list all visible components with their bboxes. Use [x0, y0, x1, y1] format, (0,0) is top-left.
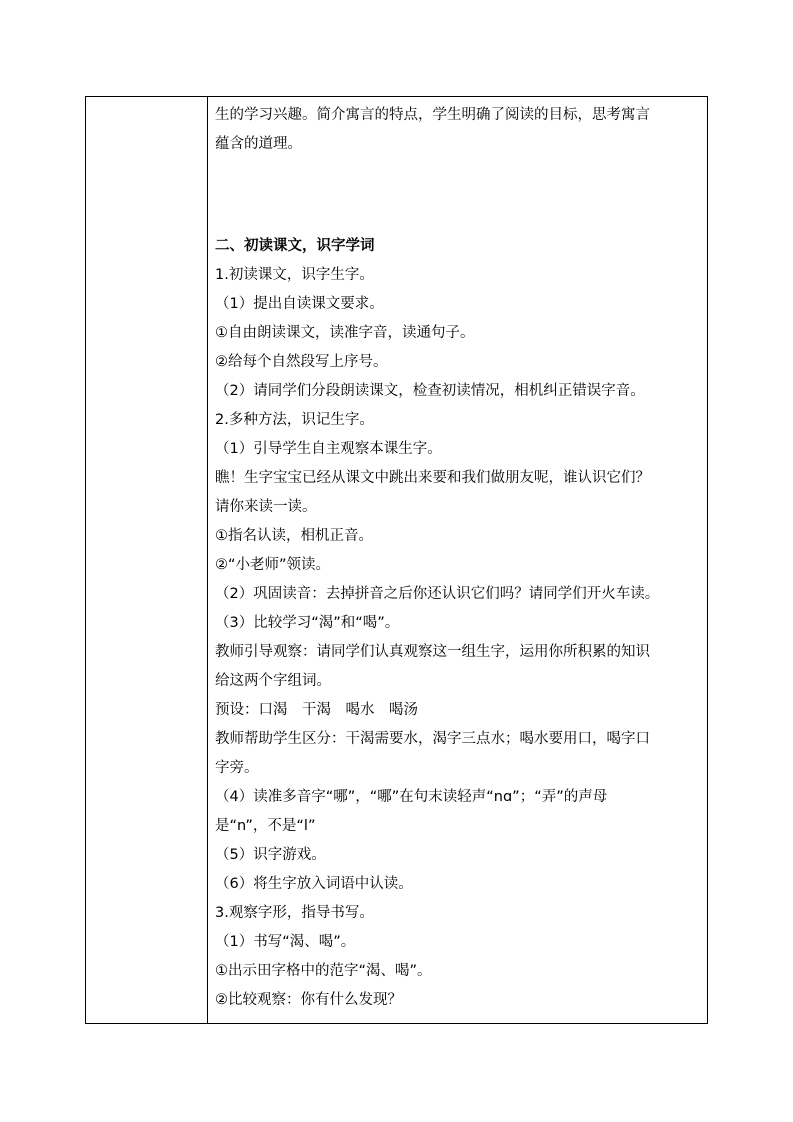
blank-space	[215, 159, 701, 232]
content-line: （1）书写“渴、喝”。	[215, 934, 356, 950]
content-line: ②给每个自然段写上序号。	[215, 354, 388, 370]
content-line: 教师引导观察：请同学们认真观察这一组生字，运用你所积累的知识	[215, 644, 650, 660]
section-body	[215, 261, 701, 1015]
content-line: 给这两个字组词。	[215, 673, 331, 689]
content-line: 字旁。	[215, 760, 259, 776]
right-column-cell	[208, 97, 708, 1024]
content-line: （5）识字游戏。	[215, 847, 326, 863]
content-line: （2）巩固读音：去掉拼音之后你还认识它们吗？请同学们开火车读。	[215, 586, 660, 602]
table-row	[86, 97, 708, 1024]
content-line: ①自由朗读课文，读准字音，读通句子。	[215, 325, 475, 341]
content-line: 1.初读课文，识字生字。	[215, 267, 374, 283]
content-line: ①出示田字格中的范字“渴、喝”。	[215, 963, 432, 979]
content-line: （1）提出自读课文要求。	[215, 296, 384, 312]
left-column-cell	[86, 97, 208, 1024]
lesson-plan-table	[85, 96, 708, 1024]
section-heading: 二、初读课文，识字学词	[215, 238, 375, 254]
content-line: 请你来读一读。	[215, 499, 317, 515]
content-line: （3）比较学习“渴”和“喝”。	[215, 615, 400, 631]
content-line: 是“n”，不是“l”	[215, 818, 316, 834]
content-line: ②“小老师”领读。	[215, 557, 331, 573]
content-line: 3.观察字形，指导书写。	[215, 905, 374, 921]
content-line: （1）引导学生自主观察本课生字。	[215, 441, 442, 457]
content-line: 预设：口渴 干渴 喝水 喝汤	[215, 702, 418, 718]
content-line: （2）请同学们分段朗读课文，检查初读情况，相机纠正错误字音。	[215, 383, 645, 399]
intro-line-2: 蕴含的道理。	[215, 136, 302, 152]
content-line: （4）读准多音字“哪”，“哪”在句末读轻声“nɑ”；“弄”的声母	[215, 789, 608, 805]
intro-line-1: 生的学习兴趣。简介寓言的特点，学生明确了阅读的目标，思考寓言	[215, 107, 650, 123]
cell-content	[208, 97, 707, 1015]
content-line: （6）将生字放入词语中认读。	[215, 876, 413, 892]
content-line: ②比较观察：你有什么发现？	[215, 992, 402, 1008]
content-line: 教师帮助学生区分：干渴需要水，渴字三点水；喝水要用口，喝字口	[215, 731, 650, 747]
content-line: 2.多种方法，识记生字。	[215, 412, 374, 428]
content-line: ①指名认读，相机正音。	[215, 528, 373, 544]
content-line: 瞧！生字宝宝已经从课文中跳出来要和我们做朋友呢，谁认识它们？	[215, 470, 650, 486]
